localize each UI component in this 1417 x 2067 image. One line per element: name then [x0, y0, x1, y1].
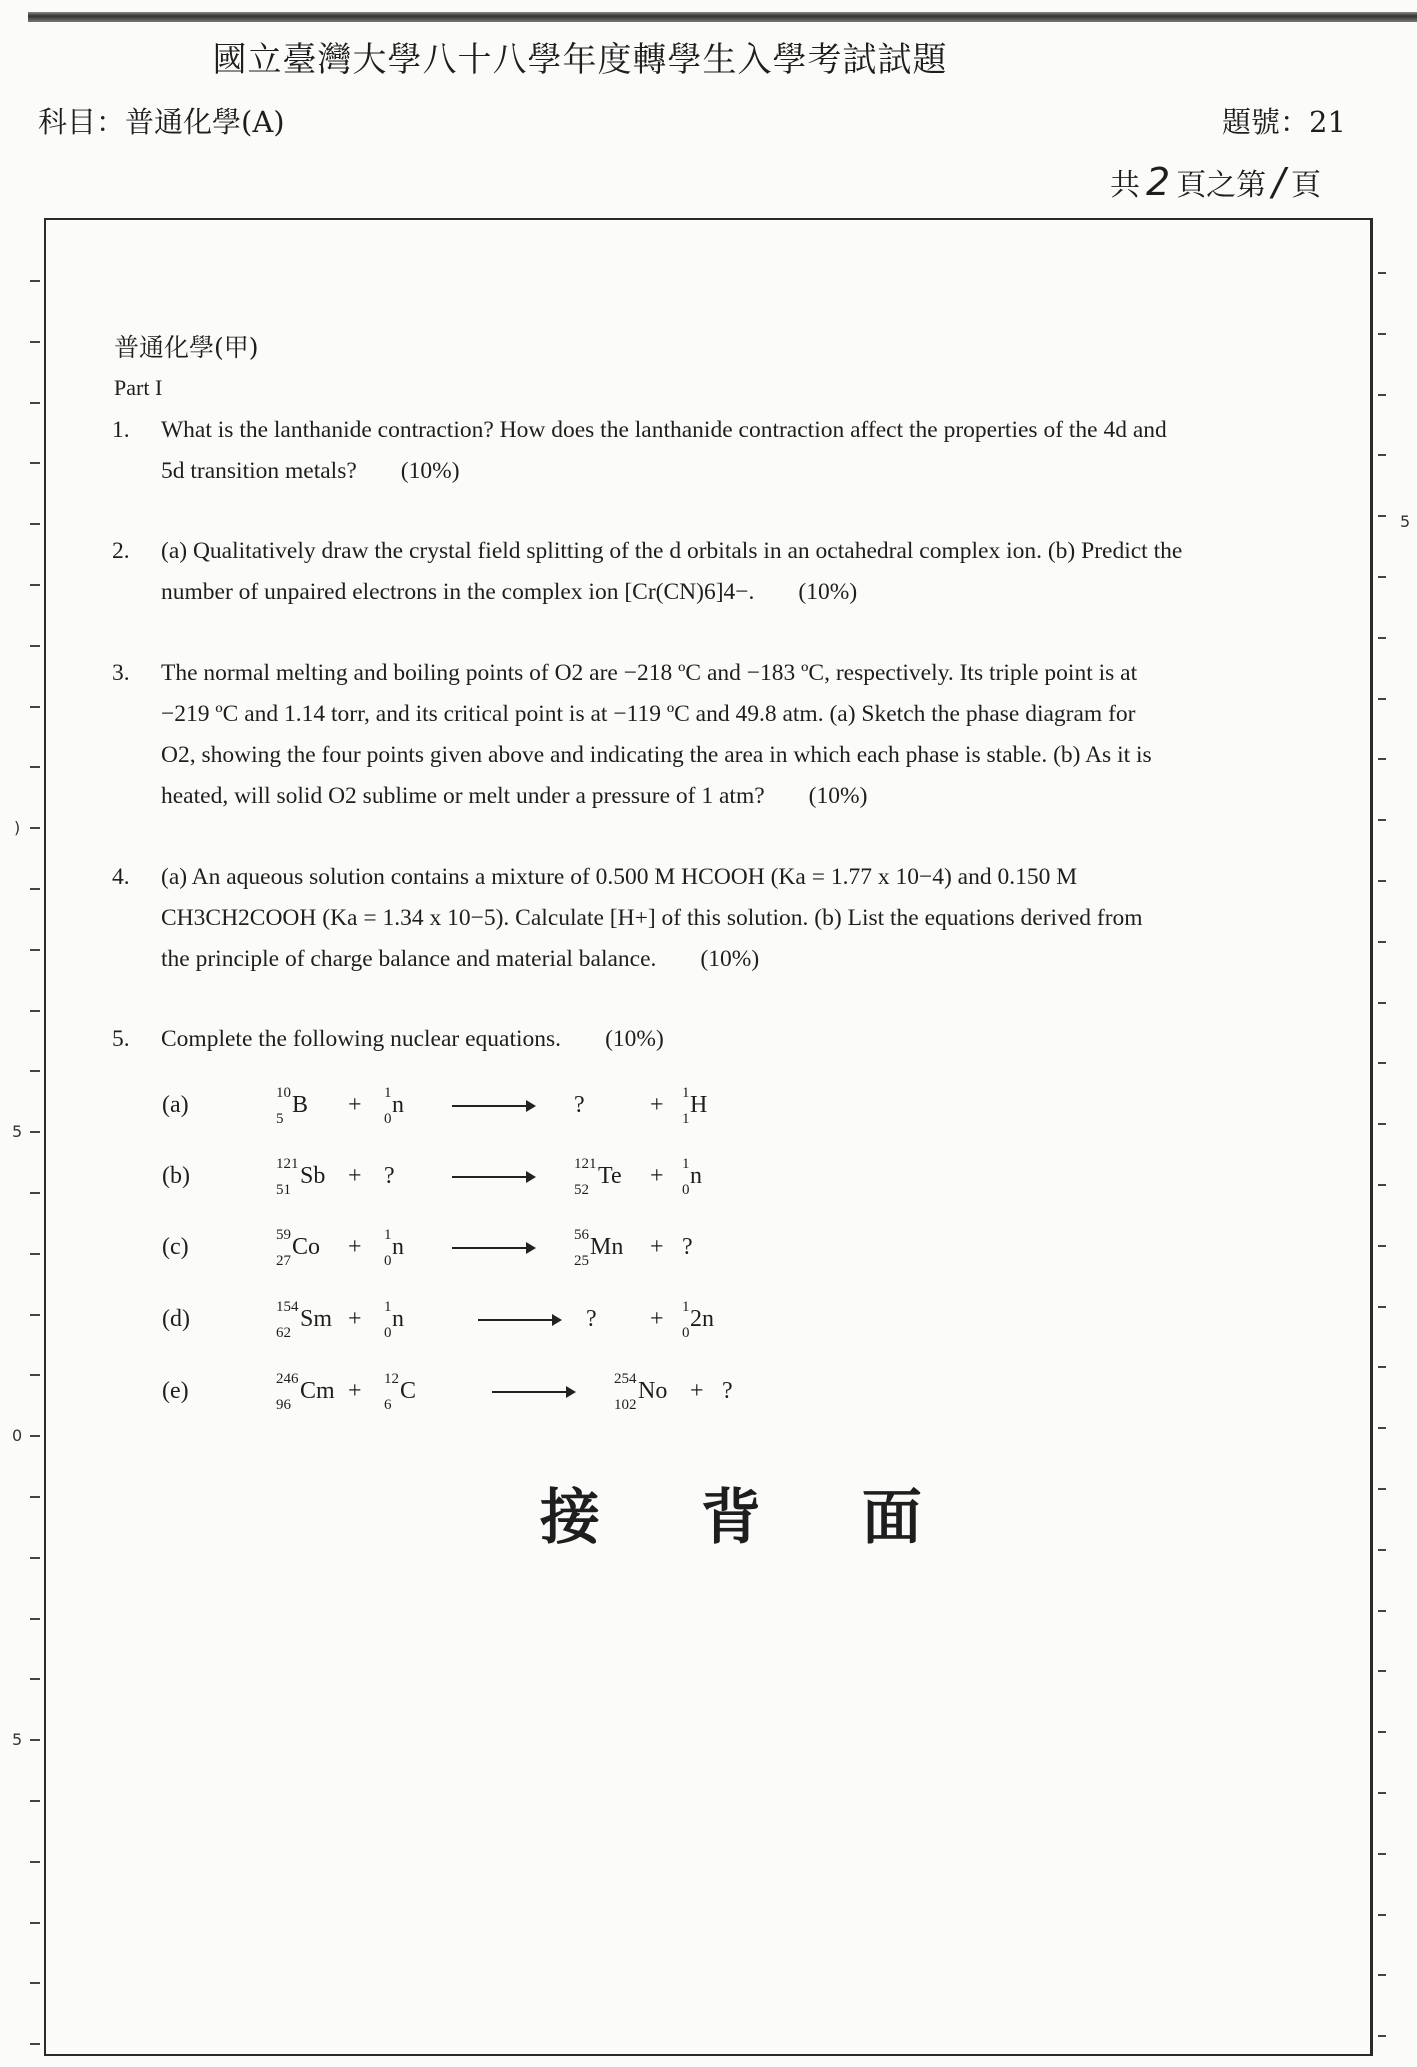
question-line: [161, 776, 1312, 817]
atomic-number: 0: [384, 1111, 392, 1127]
margin-tick: [30, 1435, 40, 1437]
equation-term: [162, 1306, 190, 1333]
margin-tick: [30, 1131, 40, 1133]
question-number-label: 1.: [112, 417, 130, 443]
margin-tick: [1378, 576, 1386, 578]
margin-tick: [30, 341, 40, 343]
mass-number: 246: [276, 1371, 299, 1387]
margin-mark: 5: [12, 1122, 23, 1141]
margin-tick: [30, 1618, 40, 1620]
equation-label: (b): [162, 1163, 190, 1189]
equation-term: [690, 1378, 704, 1405]
mass-number: 1: [682, 1085, 690, 1101]
equation-term: [162, 1092, 189, 1119]
product-1: [574, 1092, 585, 1119]
margin-tick: [1378, 515, 1386, 517]
atomic-number: 0: [384, 1325, 392, 1341]
atomic-number: 96: [276, 1397, 291, 1413]
element-symbol: n: [392, 1306, 404, 1332]
margin-tick: [1378, 1062, 1386, 1064]
margin-tick: [30, 1922, 40, 1924]
exam-title: 國立臺灣大學八十八學年度轉學生入學考試試題: [212, 40, 948, 80]
question-number: 題號：21: [1222, 105, 1346, 139]
margin-tick: [30, 1678, 40, 1680]
margin-tick: [30, 1314, 40, 1316]
reactant-2: [384, 1163, 395, 1190]
question-text: the principle of charge balance and material balance.: [161, 946, 657, 972]
atomic-number: 27: [276, 1253, 291, 1269]
margin-tick: [1378, 1610, 1386, 1612]
equation-term: [162, 1378, 189, 1405]
question-number-label: 2.: [112, 538, 130, 564]
question-number-label: 5.: [112, 1026, 130, 1052]
equation-term: [384, 1371, 417, 1413]
equation-term: [722, 1378, 733, 1405]
atomic-number: 52: [574, 1182, 589, 1198]
mass-number: 254: [614, 1371, 637, 1387]
element-symbol: ?: [722, 1378, 733, 1404]
margin-tick: [30, 1070, 40, 1072]
question-line: [161, 939, 1312, 980]
margin-tick: [30, 827, 40, 829]
margin-tick: [30, 280, 40, 282]
margin-tick: [1378, 819, 1386, 821]
equation-label: (e): [162, 1378, 189, 1404]
equation-term: [682, 1234, 693, 1261]
mass-number: 12: [384, 1371, 399, 1387]
plus-sign: +: [348, 1163, 362, 1189]
question-text: −219 ºC and 1.14 torr, and its critical point is at −119 ºC and 49.8 atm. (a) Sketch the phase diagram for: [161, 701, 1136, 727]
atomic-number: 0: [682, 1325, 690, 1341]
atomic-number: 1: [682, 1111, 690, 1127]
equation-term: [452, 1234, 534, 1261]
margin-tick: [1378, 1366, 1386, 1368]
margin-tick: [1378, 1670, 1386, 1672]
equation-term: [574, 1092, 585, 1119]
product-2: [682, 1299, 714, 1341]
question-line: [161, 694, 1312, 735]
margin-tick: [30, 1739, 40, 1741]
atomic-number: 25: [574, 1253, 589, 1269]
margin-tick: [30, 1010, 40, 1012]
equation-label: (d): [162, 1306, 190, 1332]
points-label: (10%): [400, 458, 460, 484]
margin-tick: [30, 949, 40, 951]
question-number-label: 3.: [112, 660, 130, 686]
reactant-2: [384, 1085, 404, 1127]
element-symbol: Mn: [590, 1234, 624, 1260]
product-2: [682, 1085, 708, 1127]
margin-tick: [30, 766, 40, 768]
element-symbol: 2n: [690, 1306, 714, 1332]
question-text: heated, will solid O2 sublime or melt under a pressure of 1 atm?: [161, 783, 765, 809]
equation-term: [492, 1378, 574, 1405]
mass-number: 1: [384, 1085, 392, 1101]
margin-tick: [1378, 1002, 1386, 1004]
top-scan-rule: [28, 12, 1417, 22]
equation-term: [478, 1306, 560, 1333]
plus-sign: +: [650, 1234, 664, 1260]
question-text: Complete the following nuclear equations.: [161, 1026, 562, 1052]
plus-sign: +: [348, 1092, 362, 1118]
margin-tick: [1378, 1914, 1386, 1916]
atomic-number: 0: [682, 1182, 690, 1198]
question-line: [161, 735, 1312, 776]
pages-current: /: [1272, 160, 1285, 204]
margin-tick: [30, 1861, 40, 1863]
mass-number: 121: [276, 1156, 299, 1172]
equation-term: [384, 1085, 404, 1127]
mass-number: 1: [384, 1299, 392, 1315]
margin-tick: [1378, 1974, 1386, 1976]
atomic-number: 102: [614, 1397, 637, 1413]
element-symbol: C: [400, 1378, 417, 1404]
margin-tick: [1378, 698, 1386, 700]
atomic-number: 5: [276, 1111, 284, 1127]
continue-on-back-note: 接 背 面: [540, 1483, 962, 1553]
margin-tick: [1378, 1184, 1386, 1186]
element-symbol: Cm: [300, 1378, 335, 1404]
element-symbol: Sb: [300, 1163, 326, 1189]
equation-term: [650, 1163, 664, 1190]
margin-tick: [30, 1982, 40, 1984]
reaction-arrow-icon: [452, 1105, 534, 1107]
equation-term: [384, 1299, 404, 1341]
product-1: [586, 1306, 597, 1333]
atomic-number: 0: [384, 1253, 392, 1269]
reactant-1: [276, 1371, 335, 1413]
reactant-1: [276, 1227, 321, 1269]
pages-mid: 頁之第: [1176, 168, 1267, 203]
reaction-arrow-icon: [452, 1176, 534, 1178]
reactant-2: [384, 1227, 404, 1269]
mass-number: 121: [574, 1156, 597, 1172]
reactant-1: [276, 1156, 326, 1198]
equation-term: [650, 1306, 664, 1333]
margin-tick: [1378, 1792, 1386, 1794]
margin-mark: 0: [12, 1426, 23, 1445]
margin-tick: [1378, 1427, 1386, 1429]
equation-term: [348, 1306, 362, 1333]
margin-tick: [1378, 1306, 1386, 1308]
equation-term: [650, 1092, 664, 1119]
section-title: 普通化學(甲): [114, 333, 259, 362]
question-body: [161, 410, 1312, 492]
margin-tick: [30, 462, 40, 464]
product-1: [574, 1156, 622, 1198]
mass-number: 1: [682, 1156, 690, 1172]
reactant-1: [276, 1299, 333, 1341]
equation-term: [682, 1085, 708, 1127]
question-number-label: 4.: [112, 864, 130, 890]
margin-tick: [30, 523, 40, 525]
margin-tick: [30, 1800, 40, 1802]
points-label: (10%): [700, 946, 760, 972]
question-4: [112, 857, 1312, 980]
plus-sign: +: [348, 1234, 362, 1260]
equation-term: [276, 1085, 309, 1127]
equation-term: [348, 1163, 362, 1190]
equation-term: [574, 1227, 624, 1269]
question-1: [112, 410, 1312, 492]
question-body: [161, 857, 1312, 980]
element-symbol: ?: [574, 1092, 585, 1118]
question-3: [112, 653, 1312, 817]
plus-sign: +: [650, 1092, 664, 1118]
plus-sign: +: [348, 1306, 362, 1332]
product-1: [574, 1227, 624, 1269]
points-label: (10%): [605, 1026, 664, 1052]
points-label: (10%): [808, 783, 868, 809]
margin-tick: [30, 1192, 40, 1194]
part-title: Part I: [114, 375, 163, 400]
element-symbol: ?: [586, 1306, 597, 1332]
element-symbol: ?: [384, 1163, 395, 1189]
mass-number: 154: [276, 1299, 299, 1315]
question-body: [161, 1019, 1312, 1060]
question-body: [161, 653, 1312, 817]
question-line: [161, 898, 1312, 939]
equation-term: [682, 1299, 714, 1341]
margin-tick: [1378, 272, 1386, 274]
margin-tick: [30, 1557, 40, 1559]
atomic-number: 62: [276, 1325, 291, 1341]
margin-tick: [1378, 941, 1386, 943]
reactant-2: [384, 1371, 417, 1413]
question-line: [161, 1019, 1312, 1060]
element-symbol: Te: [598, 1163, 622, 1189]
product-2: [722, 1378, 733, 1405]
mass-number: 10: [276, 1085, 291, 1101]
margin-tick: [1378, 454, 1386, 456]
nuclear-equation-d: [162, 1299, 862, 1346]
element-symbol: n: [392, 1234, 404, 1260]
question-text: (a) Qualitatively draw the crystal field splitting of the d orbitals in an octahedral complex ion. (b) Predict the: [161, 538, 1183, 564]
mass-number: 56: [574, 1227, 589, 1243]
element-symbol: n: [392, 1092, 404, 1118]
equation-term: [586, 1306, 597, 1333]
question-text: The normal melting and boiling points of O2 are −218 ºC and −183 ºC, respectively. Its triple point is at: [161, 660, 1138, 686]
pages-total: 2: [1146, 160, 1171, 204]
margin-tick: [1378, 758, 1386, 760]
exam-frame: [44, 218, 1373, 2056]
product-2: [682, 1156, 702, 1198]
nuclear-equation-a: [162, 1085, 862, 1132]
element-symbol: B: [292, 1092, 309, 1118]
equation-term: [276, 1227, 321, 1269]
margin-tick: [30, 2043, 40, 2045]
margin-tick: [30, 706, 40, 708]
question-body: [161, 531, 1312, 613]
margin-tick: [1378, 1853, 1386, 1855]
element-symbol: No: [638, 1378, 668, 1404]
margin-tick: [30, 645, 40, 647]
question-line: [161, 451, 1312, 492]
equation-term: [276, 1299, 333, 1341]
equation-term: [650, 1234, 664, 1261]
product-1: [614, 1371, 668, 1413]
element-symbol: ?: [682, 1234, 693, 1260]
margin-tick: [1378, 1731, 1386, 1733]
points-label: (10%): [798, 579, 858, 605]
margin-tick: [1378, 2035, 1386, 2037]
plus-sign: +: [650, 1163, 664, 1189]
equation-term: [614, 1371, 668, 1413]
question-2: [112, 531, 1312, 613]
margin-tick: [1378, 1123, 1386, 1125]
element-symbol: Co: [292, 1234, 321, 1260]
page-indicator: [1110, 160, 1321, 204]
question-text: CH3CH2COOH (Ka = 1.34 x 10−5). Calculate [H+] of this solution. (b) List the equations derived from: [161, 905, 1143, 931]
equation-term: [162, 1234, 189, 1261]
margin-tick: [1378, 1488, 1386, 1490]
nuclear-equation-c: [162, 1227, 862, 1274]
margin-tick: [30, 1253, 40, 1255]
question-text: What is the lanthanide contraction? How does the lanthanide contraction affect the properties of the 4d and: [161, 417, 1167, 443]
equation-term: [348, 1234, 362, 1261]
margin-tick: [30, 584, 40, 586]
margin-mark: 5: [1400, 512, 1411, 531]
question-text: (a) An aqueous solution contains a mixture of 0.500 M HCOOH (Ka = 1.77 x 10−4) and 0.150 M: [161, 864, 1078, 890]
nuclear-equation-b: [162, 1156, 862, 1203]
margin-tick: [1378, 333, 1386, 335]
margin-tick: [30, 1496, 40, 1498]
atomic-number: 6: [384, 1397, 392, 1413]
reaction-arrow-icon: [452, 1247, 534, 1249]
mass-number: 1: [682, 1299, 690, 1315]
element-symbol: n: [690, 1163, 702, 1189]
reactant-1: [276, 1085, 309, 1127]
equation-term: [452, 1163, 534, 1190]
question-text: number of unpaired electrons in the complex ion [Cr(CN)6]4−.: [161, 579, 755, 605]
question-text: O2, showing the four points given above and indicating the area in which each phase is stable. (b) As it is: [161, 742, 1152, 768]
equation-term: [384, 1163, 395, 1190]
question-line: [161, 572, 1312, 613]
equation-term: [162, 1163, 190, 1190]
equation-term: [276, 1156, 326, 1198]
question-line: [161, 531, 1312, 572]
mass-number: 1: [384, 1227, 392, 1243]
margin-tick: [30, 402, 40, 404]
plus-sign: +: [690, 1378, 704, 1404]
nuclear-equation-e: [162, 1371, 862, 1418]
plus-sign: +: [650, 1306, 664, 1332]
question-line: [161, 857, 1312, 898]
pages-prefix: 共: [1110, 168, 1140, 203]
equation-term: [348, 1092, 362, 1119]
margin-tick: [1378, 1549, 1386, 1551]
margin-tick: [30, 888, 40, 890]
element-symbol: Sm: [300, 1306, 333, 1332]
mass-number: 59: [276, 1227, 291, 1243]
question-line: [161, 653, 1312, 694]
reactant-2: [384, 1299, 404, 1341]
equation-term: [574, 1156, 622, 1198]
element-symbol: H: [690, 1092, 708, 1118]
pages-suffix: 頁: [1291, 168, 1321, 203]
reaction-arrow-icon: [478, 1319, 560, 1321]
margin-tick: [1378, 637, 1386, 639]
equation-term: [682, 1156, 702, 1198]
equation-term: [276, 1371, 335, 1413]
subject-label: 科目：普通化學(A): [38, 105, 285, 139]
equation-term: [384, 1227, 404, 1269]
question-text: 5d transition metals?: [161, 458, 357, 484]
equation-term: [452, 1092, 534, 1119]
question-5: [112, 1019, 1312, 1060]
reaction-arrow-icon: [492, 1391, 574, 1393]
margin-tick: [1378, 880, 1386, 882]
atomic-number: 51: [276, 1182, 291, 1198]
plus-sign: +: [348, 1378, 362, 1404]
margin-mark: ): [14, 818, 21, 837]
question-line: [161, 410, 1312, 451]
margin-tick: [1378, 1245, 1386, 1247]
equation-term: [348, 1378, 362, 1405]
equation-label: (a): [162, 1092, 189, 1118]
product-2: [682, 1234, 693, 1261]
margin-tick: [1378, 394, 1386, 396]
margin-mark: 5: [12, 1730, 23, 1749]
equation-label: (c): [162, 1234, 189, 1260]
margin-tick: [30, 1374, 40, 1376]
